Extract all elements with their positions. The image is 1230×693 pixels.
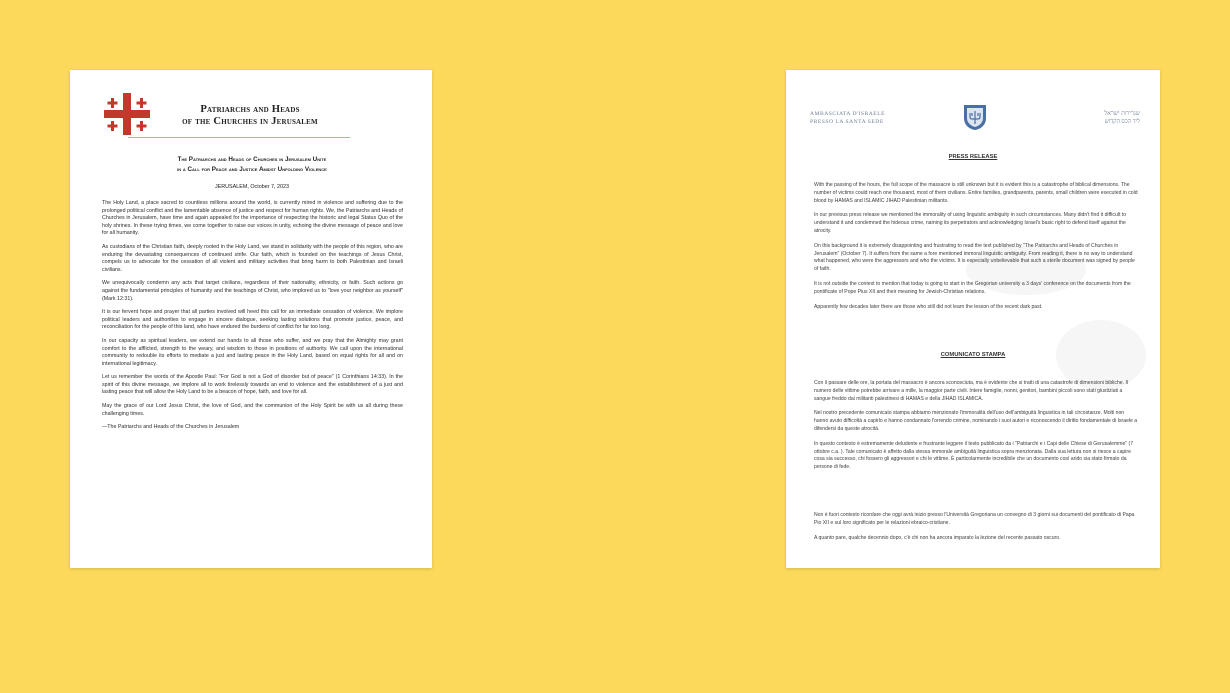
italian-paragraph: Non è fuori contesto ricordare che oggi avrà inizio presso l'Università Gregoriana un convegno di 3 giorni sui documenti del pontificato di Papa Pio XII e sul loro significato per le relazioni ebraico-cristiane.: [814, 512, 1135, 526]
statement-signature: —The Patriarchs and Heads of the Churches in Jerusalem: [102, 424, 240, 431]
statement-paragraph: It is our fervent hope and prayer that all parties involved will heed this call for an immediate cessation of violence. We implore political leaders and authorities to engage in sincere dialogue, seeking lasting solutions that promote justice, peace, and reconciliation for the people of this land, who have endured the burdens of conflict for far too long.: [102, 309, 403, 331]
statement-paragraph: Let us remember the words of the Apostle Paul: "For God is not a God of disorder but of peace" (1 Corinthians 14:33). In the spirit of this divine message, we implore all to work tirelessly towards an end to violence and the establishment of a just and lasting peace that will allow the Holy Land to be a beacon of hope, faith, and love for all.: [102, 374, 403, 396]
statement-title-line1: The Patriarchs and Heads of Churches in Jerusalem Unite: [177, 156, 327, 163]
english-paragraph: On this background it is extremely disappointing and frustrating to read the text published by "The Patriarchs and Heads of Churches in Jerusalem" (October 7). It suffers from the same a fore mentioned immoral linguistic ambiguity. From reading it, there is no way to understand what happened, who were the aggressors and who the victims. It is especially unbelievable that such a sterile document was signed by people of faith.: [814, 242, 1135, 273]
english-paragraph: It is not outside the context to mention that today is going to start in the Gregorian university a 3 days' conference on the documents from the pontificate of Pope Pius XII and their meaning for Jewish-Christian relations.: [814, 280, 1131, 295]
organization-name-line2: of the Churches in Jerusalem: [182, 116, 318, 127]
letterhead: [102, 90, 402, 138]
english-section: [814, 182, 1138, 318]
embassy-hebrew-line1: שגרירות ישראל: [1104, 111, 1140, 117]
italian-section-closing: [814, 512, 1138, 549]
statement-paragraph: The Holy Land, a place sacred to countless millions around the world, is currently mired in violence and suffering due to the prolonged political conflict and the lamentable absence of justice and respect for human rights. We, the Patriarchs and Heads of Churches in Jerusalem, have time and again appealed for the importance of respecting the historic and legal Status Quo of the holy shrines. In these trying times, we come together to raise our voices in unity, echoing the divine message of peace and love for all humanity.: [102, 200, 403, 237]
italian-paragraph: A quanto pare, qualche decennio dopo, c'è chi non ha ancora imparato la lezione del recente passato oscuro.: [814, 534, 1061, 541]
statement-body: [102, 200, 403, 438]
organization-name-line1: Patriarchs and Heads: [200, 104, 300, 115]
press-release-heading: PRESS RELEASE: [948, 154, 998, 160]
italian-section: [814, 380, 1138, 479]
statement-paragraph: In our capacity as spiritual leaders, we extend our hands to all those who suffer, and we pray that the Almighty may grant comfort to the afflicted, strength to the weary, and wisdom to those in positions of authority. We call upon the international community to redouble its efforts to mediate a just and lasting peace in the Holy Land, based on equal rights for all and on international legitimacy.: [102, 337, 403, 367]
statement-paragraph: As custodians of the Christian faith, deeply rooted in the Holy Land, we stand in solidarity with the people of this region, who are enduring the devastating consequences of continued strife. Our faith, which is founded on the teachings of Jesus Christ, compels us to advocate for the cessation of all violent and military activities that bring harm to both Palestinian and Israeli civilians.: [102, 243, 403, 273]
embassy-press-release-page: [786, 70, 1160, 568]
statement-paragraph: We unequivocally condemn any acts that target civilians, regardless of their nationality, ethnicity, or faith. Such actions go against the fundamental principles of humanity and the teachings of Christ, who implored us to "love your neighbor as yourself" (Mark 12:31).: [102, 280, 403, 302]
letterhead-divider: [128, 137, 350, 138]
statement-title-line2: in a Call for Peace and Justice Amidst Unfolding Violence: [177, 166, 327, 173]
statement-title: [102, 155, 402, 175]
italian-paragraph: In questo contesto è estremamente deludente e frustrante leggere il testo pubblicato da i "Patriarchi e i Capi delle Chiese di Gerusalemme" (7 ottobre c.a. ). Tale comunicato è affetto dalla stessa immorale ambiguità linguistica sopra menzionata. Dalla sua lettura non si riesce a capire cosa sia successo, chi fossero gli aggressori e chi le vittime. È particolarmente incredibile che un documento così arido sia stato firmato da persone di fede.: [814, 440, 1134, 471]
embassy-name-line2: PRESSO LA SANTA SEDE: [810, 119, 884, 125]
embassy-name-hebrew: [1104, 110, 1140, 126]
embassy-letterhead: [810, 103, 1140, 139]
israel-emblem-icon: [962, 103, 988, 131]
english-paragraph: In our previous press release we mentioned the immorality of using linguistic ambiguity in such circumstances. Many didn't find it difficult to understand it and condemned the hideous crime, naming its perpetrators and acknowledging Israel's basic right to defend itself against the atrocity.: [814, 212, 1127, 234]
embassy-name-line1: AMBASCIATA D'ISRAELE: [810, 111, 886, 117]
english-paragraph: Apparently few decades later there are those who still did not learn the lesson of the recent dark past.: [814, 303, 1043, 310]
jerusalem-cross-icon: [102, 90, 152, 138]
italian-paragraph: Nel nostro precedente comunicato stampa abbiamo menzionato l'immoralità dell'uso dell'ambiguità linguistica in tali circostanze. Molti non hanno avuto difficoltà a capirlo e hanno condannato l'orrendo crimine, nominando i suoi autori e riconoscendo il diritto fondamentale di Israele a difendersi da queste atrocità.: [814, 410, 1138, 432]
english-paragraph: With the passing of the hours, the full scope of the massacre is still unknown but it is evident this is a catastrophe of biblical dimensions. The number of victims could reach one thousand, most of them civilians. Entire families, grandparents, parents, small children were executed in cold blood by HAMAS and ISLAMIC JIHAD Palestinian militants.: [814, 182, 1138, 204]
patriarchs-statement-page: [70, 70, 432, 568]
statement-paragraph: May the grace of our Lord Jesus Christ, the love of God, and the communion of the Holy Spirit be with us all during these challenging times.: [102, 403, 403, 417]
organization-name: [160, 104, 340, 128]
comunicato-heading: COMUNICATO STAMPA: [940, 352, 1006, 358]
italian-paragraph: Con il passare delle ore, la portata del massacro è ancora sconosciuta, ma è evidente che si tratti di una catastrofe di dimensioni bibliche. Il numero delle vittime potrebbe arrivare a mille, la maggior parte civili. Intere famiglie, nonni, genitori, bambini piccoli sono stati giustiziati a sangue freddo dai militanti palestinesi di HAMAS e della JIHAD ISLAMICA.: [814, 380, 1128, 402]
embassy-hebrew-line2: ליד הכס הקדוש: [1104, 119, 1140, 125]
dateline: JERUSALEM, October 7, 2023: [214, 184, 289, 190]
embassy-name: [810, 110, 885, 126]
